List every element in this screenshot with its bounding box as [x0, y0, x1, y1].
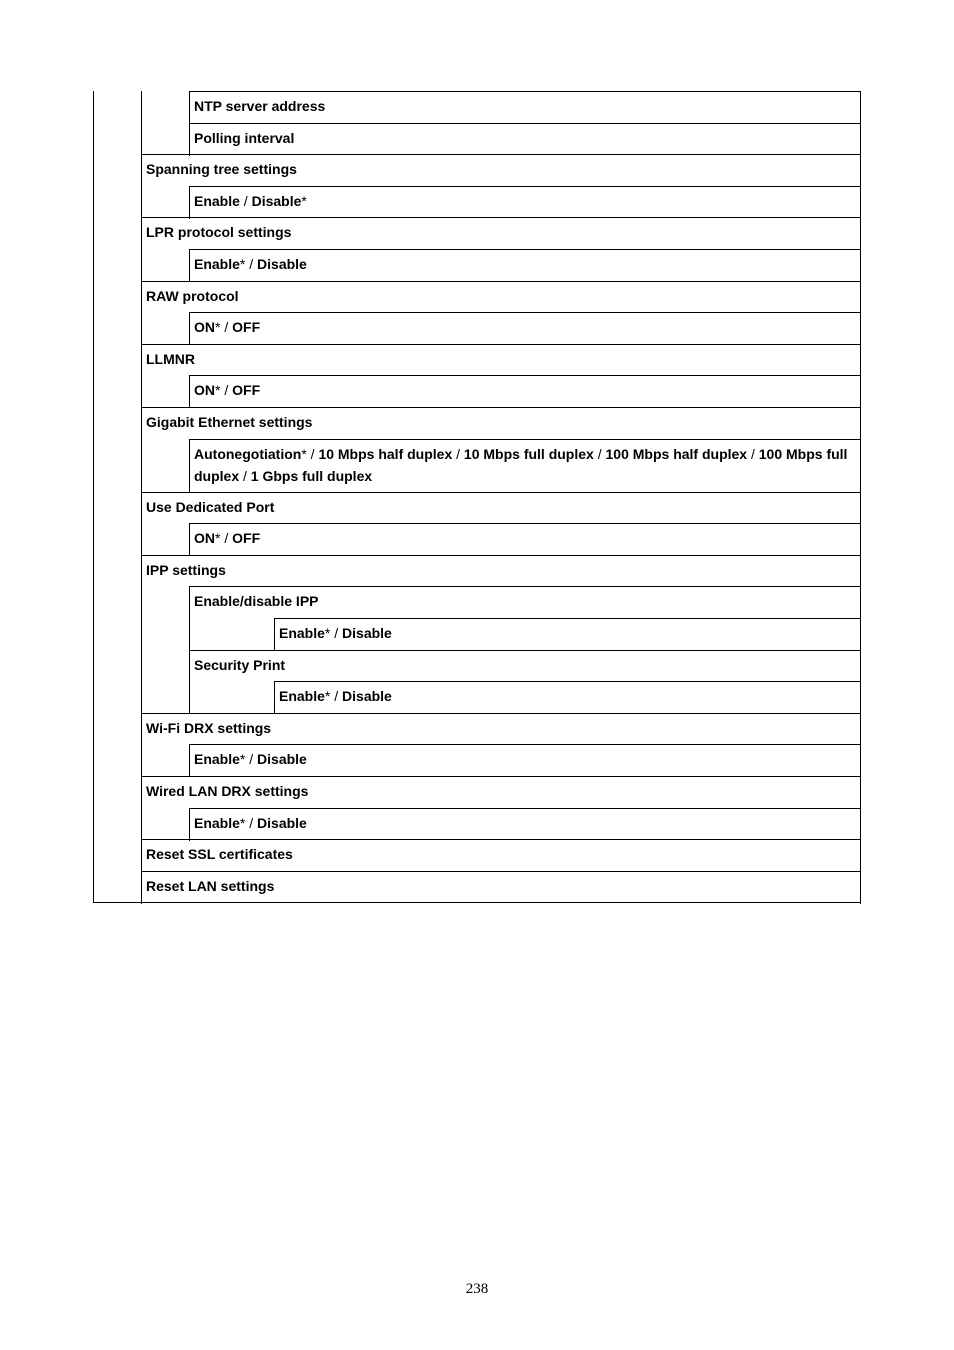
table-rule [189, 523, 190, 556]
option-text: ON [194, 530, 215, 546]
table-rule [860, 839, 861, 872]
option-text: Reset SSL certificates [146, 846, 293, 862]
table-rule [860, 555, 861, 588]
option-text: IPP settings [146, 562, 226, 578]
table-rule [189, 249, 190, 282]
table-rule [860, 312, 861, 345]
table-rule [189, 186, 190, 219]
option-text: LLMNR [146, 351, 195, 367]
option-text: OFF [232, 382, 261, 398]
table-cell-text [194, 316, 260, 338]
table-rule [274, 681, 275, 714]
table-rule [860, 439, 861, 493]
separator-text: / [239, 468, 251, 484]
table-cell-text [146, 348, 195, 370]
separator-text: * / [239, 815, 258, 831]
option-text: Reset LAN settings [146, 878, 275, 894]
table-rule [860, 618, 861, 651]
table-rule [141, 492, 861, 493]
option-text: Disable [257, 256, 307, 272]
table-cell-text [194, 443, 853, 487]
option-text: Disable [342, 688, 392, 704]
option-text: 10 Mbps full duplex [463, 446, 594, 462]
table-cell-text [194, 253, 307, 275]
table-rule [189, 123, 190, 156]
option-text: ON [194, 319, 215, 335]
table-cell-text [146, 496, 274, 518]
table-rule [141, 91, 142, 903]
table-rule [189, 681, 190, 714]
table-cell-text [146, 780, 308, 802]
table-rule [189, 808, 190, 841]
table-cell-text [194, 190, 307, 212]
option-text: Enable [279, 688, 325, 704]
separator-text: * / [215, 319, 233, 335]
table-cell-text [279, 685, 392, 707]
table-cell-text [194, 527, 260, 549]
table-rule [141, 281, 861, 282]
table-rule [189, 586, 190, 619]
option-text: Spanning tree settings [146, 161, 297, 177]
option-text: 100 Mbps half duplex [605, 446, 748, 462]
option-text: RAW protocol [146, 288, 239, 304]
option-text: Security Print [194, 657, 286, 673]
option-text: Enable/disable IPP [194, 593, 319, 609]
table-rule [860, 650, 861, 683]
table-rule [860, 281, 861, 314]
separator-text: * / [215, 530, 233, 546]
table-rule [860, 871, 861, 904]
separator-text: * / [239, 751, 258, 767]
table-rule [860, 344, 861, 377]
table-rule [860, 186, 861, 219]
table-rule [189, 439, 861, 440]
table-rule [189, 312, 190, 345]
separator-text: * / [301, 446, 319, 462]
table-rule [860, 375, 861, 408]
option-text: Enable [194, 193, 240, 209]
option-text: 1 Gbps full duplex [250, 468, 373, 484]
table-rule [189, 439, 190, 493]
table-rule [189, 618, 190, 651]
table-rule [189, 650, 190, 683]
table-rule [189, 123, 861, 124]
table-cell-text [194, 748, 307, 770]
separator-text: * / [239, 256, 258, 272]
table-rule [189, 586, 861, 587]
table-rule [860, 808, 861, 841]
option-text: Gigabit Ethernet settings [146, 414, 313, 430]
table-cell-text [146, 221, 291, 243]
table-cell-text [194, 590, 319, 612]
table-rule [141, 839, 861, 840]
table-cell-text [146, 158, 297, 180]
page-number: 238 [465, 1281, 489, 1297]
table-rule [189, 744, 861, 745]
table-cell-text [194, 379, 260, 401]
table-rule [189, 186, 861, 187]
table-rule [860, 154, 861, 187]
option-text: Disable [257, 815, 307, 831]
table-rule [860, 91, 861, 124]
table-rule [860, 217, 861, 250]
table-rule [860, 586, 861, 619]
separator-text: * [301, 193, 307, 209]
option-text: Wi-Fi DRX settings [146, 720, 272, 736]
separator-text: / [747, 446, 759, 462]
table-cell-text [194, 95, 325, 117]
table-rule [189, 375, 190, 408]
table-rule [189, 523, 861, 524]
option-text: Use Dedicated Port [146, 499, 275, 515]
table-rule [189, 249, 861, 250]
table-cell-text [146, 411, 312, 433]
table-rule [93, 902, 142, 903]
table-rule [141, 871, 861, 872]
table-cell-text [194, 812, 307, 834]
option-text: 10 Mbps half duplex [318, 446, 453, 462]
table-rule [189, 808, 861, 809]
option-text: OFF [232, 530, 261, 546]
table-rule [860, 776, 861, 809]
table-rule [860, 681, 861, 714]
table-rule [189, 312, 861, 313]
separator-text: / [593, 446, 606, 462]
option-text: Enable [194, 751, 240, 767]
table-rule [860, 407, 861, 440]
option-text: 100 Mbps full duplex [194, 446, 848, 484]
option-text: ON [194, 382, 215, 398]
option-text: OFF [232, 319, 261, 335]
table-cell-text [194, 127, 294, 149]
table-rule [860, 713, 861, 746]
separator-text: / [452, 446, 464, 462]
table-rule [141, 776, 861, 777]
table-rule [93, 91, 94, 903]
table-cell-text [146, 285, 239, 307]
option-text: Autonegotiation [194, 446, 302, 462]
table-rule [189, 744, 190, 777]
table-cell-text [279, 622, 392, 644]
table-cell-text [146, 559, 226, 581]
table-rule [274, 681, 861, 682]
separator-text: / [239, 193, 252, 209]
table-rule [141, 344, 861, 345]
option-text: Disable [342, 625, 392, 641]
option-text: Enable [194, 256, 240, 272]
table-rule [189, 91, 861, 92]
table-rule [274, 618, 861, 619]
table-rule [860, 123, 861, 156]
table-rule [141, 902, 861, 903]
separator-text: * / [324, 688, 343, 704]
table-rule [141, 713, 861, 714]
table-rule [274, 618, 275, 651]
table-cell-text [194, 654, 285, 676]
option-text: NTP server address [194, 98, 326, 114]
option-text: Disable [251, 193, 302, 209]
table-rule [860, 249, 861, 282]
table-cell-text [146, 843, 293, 865]
table-rule [141, 407, 861, 408]
table-rule [189, 375, 861, 376]
table-rule [141, 154, 861, 155]
table-cell-text [146, 717, 271, 739]
table-rule [141, 555, 861, 556]
option-text: Wired LAN DRX settings [146, 783, 309, 799]
option-text: Disable [257, 751, 307, 767]
separator-text: * / [324, 625, 343, 641]
option-text: Polling interval [194, 130, 295, 146]
table-rule [860, 523, 861, 556]
table-rule [189, 650, 861, 651]
separator-text: * / [215, 382, 233, 398]
table-rule [141, 217, 861, 218]
table-rule [860, 744, 861, 777]
table-rule [189, 91, 190, 124]
table-rule [860, 492, 861, 525]
option-text: Enable [194, 815, 240, 831]
table-cell-text [146, 875, 274, 897]
option-text: LPR protocol settings [146, 224, 292, 240]
option-text: Enable [279, 625, 325, 641]
